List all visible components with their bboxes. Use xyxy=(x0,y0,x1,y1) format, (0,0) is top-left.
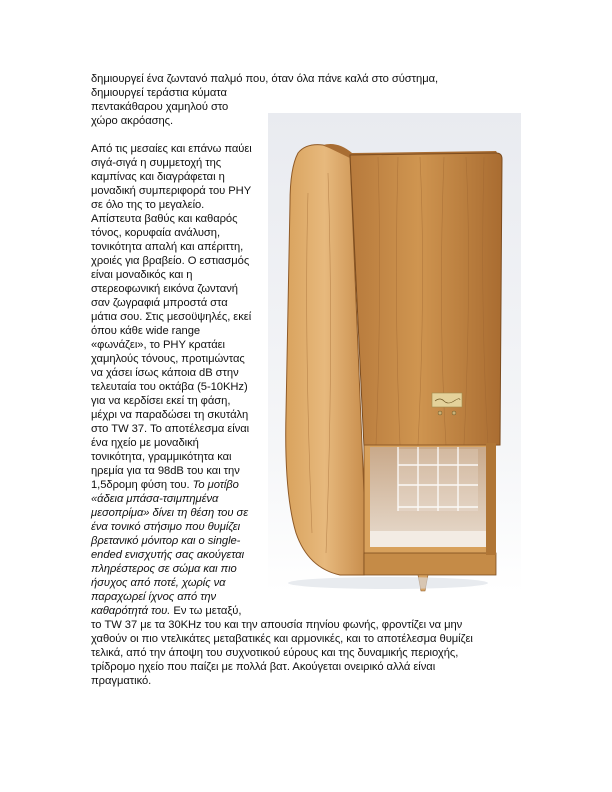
text-line: τόνος, κορυφαία ανάλυση, xyxy=(91,227,221,239)
text-line: χαμηλούς τόνους, προτιμώντας xyxy=(91,353,245,365)
text-line: μέχρι να παραδώσει τη σκυτάλη xyxy=(91,409,249,421)
text-line: πραγματικό. xyxy=(91,675,152,687)
text-line: μοναδική συμπεριφορά του PHY xyxy=(91,185,252,197)
text-line xyxy=(91,478,239,492)
italic-run: καθαρότητά του. xyxy=(91,605,171,617)
text-line-italic: «άδεια μπάσα-τσιμπημένα xyxy=(91,493,219,505)
text-line: για να κερδίσει εκεί τη φάση, xyxy=(91,395,231,407)
terminal-icon xyxy=(438,411,442,415)
text-line: τρίδρομο ηχείο που παίζει με πολλά βατ. Ακούγεται ονειρικό αλλά είναι xyxy=(91,661,436,673)
speaker-photo xyxy=(268,113,521,593)
text-line xyxy=(91,604,241,618)
text-line-italic: παραχωρεί ίχνος από την xyxy=(91,591,217,603)
text-line: είναι μοναδικός και η xyxy=(91,269,193,281)
text-line: όπου κάθε wide range xyxy=(91,325,201,337)
terminal-icon xyxy=(452,411,456,415)
right-post xyxy=(486,443,496,555)
text-line: στερεοφωνική εικόνα ζωντανή xyxy=(91,283,238,295)
text-line: σαν ζωγραφιά μπροστά στα xyxy=(91,297,228,309)
text-line: σε όλο της το μεγαλείο. xyxy=(91,199,205,211)
text-line: χώρο ακρόασης. xyxy=(91,115,174,127)
text-line: «φωνάζει», το PHY κρατάει xyxy=(91,339,225,351)
text-line: Από τις μεσαίες και επάνω παύει xyxy=(91,143,252,155)
text-line: τονικότητα απαλή και απέριττη, xyxy=(91,241,244,253)
italic-run: Το μοτίβο xyxy=(192,479,239,491)
text-line-italic: βρετανικό μόνιτορ και ο single- xyxy=(91,535,241,547)
text-line: δημιουργεί ένα ζωντανό παλμό που, όταν όλα πάνε καλά στο σύστημα, xyxy=(91,73,439,85)
text-run: Εν τω μεταξύ, xyxy=(170,605,242,617)
text-line: να χάσει ίσως κάποια dB στην xyxy=(91,367,239,379)
text-line: ηρεμία για τα 98dB του και την xyxy=(91,465,240,477)
text-line: δημιουργεί τεράστια κύματα xyxy=(91,87,227,99)
text-run: 1,5δρομη φύση του. xyxy=(91,479,193,491)
text-line: στο TW 37. Το αποτέλεσμα είναι xyxy=(91,423,250,435)
text-line-italic: μεσοπρίμα» δίνει τη θέση του σε xyxy=(91,507,249,519)
text-line: καμπίνας και διαγράφεται η xyxy=(91,171,225,183)
text-line: τελικά, από την άποψη του συχνοτικού εύρους και της δυναμικής περιοχής, xyxy=(91,647,459,659)
text-line: Απίστευτα βαθύς και καθαρός xyxy=(91,213,238,225)
lower-floor xyxy=(370,531,486,547)
bottom-rail xyxy=(364,553,496,575)
text-line-italic: ended ενισχυτής σας ακούγεται xyxy=(91,549,245,561)
text-line: το TW 37 με τα 30KHz του και την απουσία πηνίου φωνής, φροντίζει να μην xyxy=(91,619,463,631)
text-line-italic: πληρέστερος σε σώμα και πιο xyxy=(91,563,237,575)
text-line: σιγά-σιγά η συμμετοχή της xyxy=(91,157,222,169)
text-line: τελευταία του οκτάβα (5-10KHz) xyxy=(91,381,248,393)
text-line: πεντακάθαρου χαμηλού στο xyxy=(91,101,229,113)
speaker-front-panel xyxy=(350,153,502,447)
text-line: χροιές για βραβείο. Ο εστιασμός xyxy=(91,255,250,267)
floor-shadow xyxy=(288,577,488,589)
text-line-italic: ένα τονικό στήσιμο που θυμίζει xyxy=(91,521,241,533)
chamber-glass xyxy=(398,449,478,511)
text-line-italic: ήσυχος από ποτέ, χωρίς να xyxy=(91,577,226,589)
text-line: χαθούν οι πιο ντελικάτες μεταβατικές και αρμονικές, και το αποτέλεσμα θυμίζει xyxy=(91,633,473,645)
text-line: ένα ηχείο με μοναδική xyxy=(91,437,199,449)
text-line: μάτια σου. Στις μεσοϋψηλές, εκεί xyxy=(91,311,252,323)
text-line: τονικότητα, γραμμικότητα και xyxy=(91,451,232,463)
